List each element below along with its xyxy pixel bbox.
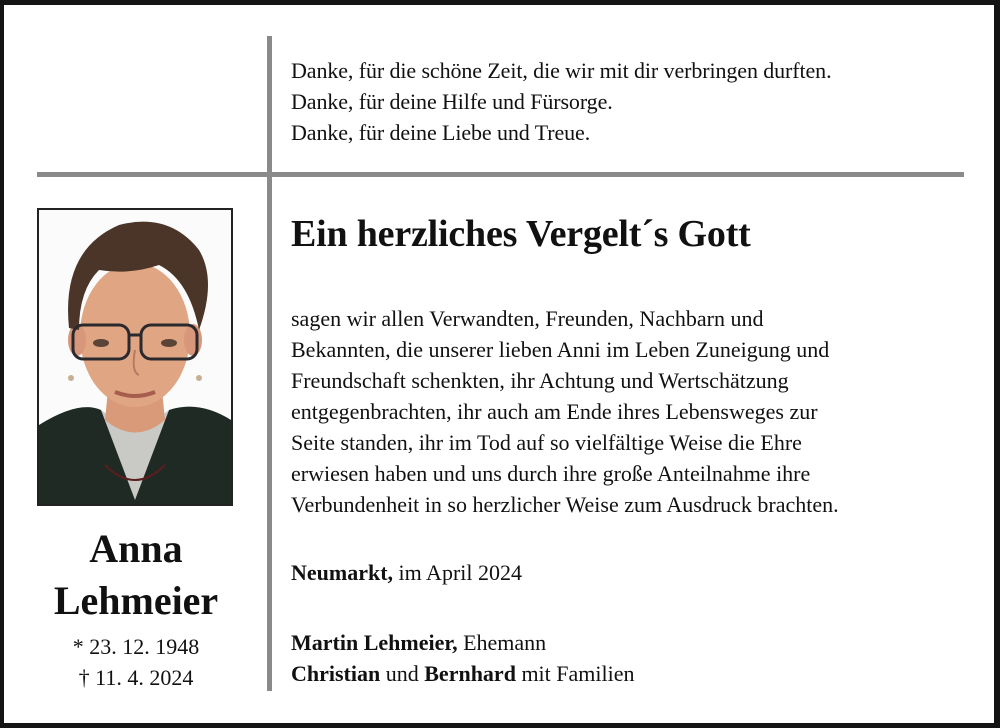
death-date: † 11. 4. 2024 — [78, 665, 194, 690]
signature-line — [291, 627, 635, 658]
signer-name: Bernhard — [424, 661, 516, 686]
signature-line — [291, 658, 635, 689]
message-line: Verbundenheit in so herzlicher Weise zum Ausdruck brachten. — [291, 492, 839, 517]
portrait-illustration — [39, 210, 231, 504]
signer-role: Ehemann — [457, 630, 547, 655]
deceased-first-name: Anna — [89, 526, 183, 571]
message-line: Bekannten, die unserer lieben Anni im Leben Zuneigung und — [291, 337, 830, 362]
signer-join: und — [380, 661, 425, 686]
thank-you-message — [291, 303, 971, 520]
thanks-line: Danke, für die schöne Zeit, die wir mit dir verbringen durften. — [291, 58, 832, 83]
cross-vertical-rule — [267, 36, 272, 691]
signer-suffix: mit Familien — [515, 661, 635, 686]
deceased-photo — [37, 208, 233, 506]
place-month: im April 2024 — [393, 560, 522, 585]
message-line: entgegenbrachten, ihr auch am Ende ihres Lebensweges zur — [291, 399, 818, 424]
thanks-verse — [291, 55, 831, 148]
place-city: Neumarkt, — [291, 560, 394, 585]
message-line: sagen wir allen Verwandten, Freunden, Nachbarn und — [291, 306, 764, 331]
thanks-line: Danke, für deine Liebe und Treue. — [291, 120, 591, 145]
signer-name: Christian — [291, 661, 381, 686]
message-line: erwiesen haben und uns durch ihre große Anteilnahme ihre — [291, 461, 811, 486]
signer-name: Martin Lehmeier, — [291, 630, 458, 655]
cross-horizontal-rule — [37, 172, 964, 177]
birth-date: * 23. 12. 1948 — [72, 634, 200, 659]
deceased-last-name: Lehmeier — [53, 578, 219, 623]
signatures — [291, 627, 635, 689]
message-line: Freundschaft schenkten, ihr Achtung und Wertschätzung — [291, 368, 789, 393]
place-date — [291, 560, 522, 586]
life-dates — [20, 631, 252, 693]
headline: Ein herzliches Vergelt´s Gott — [291, 213, 751, 255]
message-line: Seite standen, ihr im Tod auf so vielfältige Weise die Ehre — [291, 430, 802, 455]
thanks-line: Danke, für deine Hilfe und Fürsorge. — [291, 89, 613, 114]
